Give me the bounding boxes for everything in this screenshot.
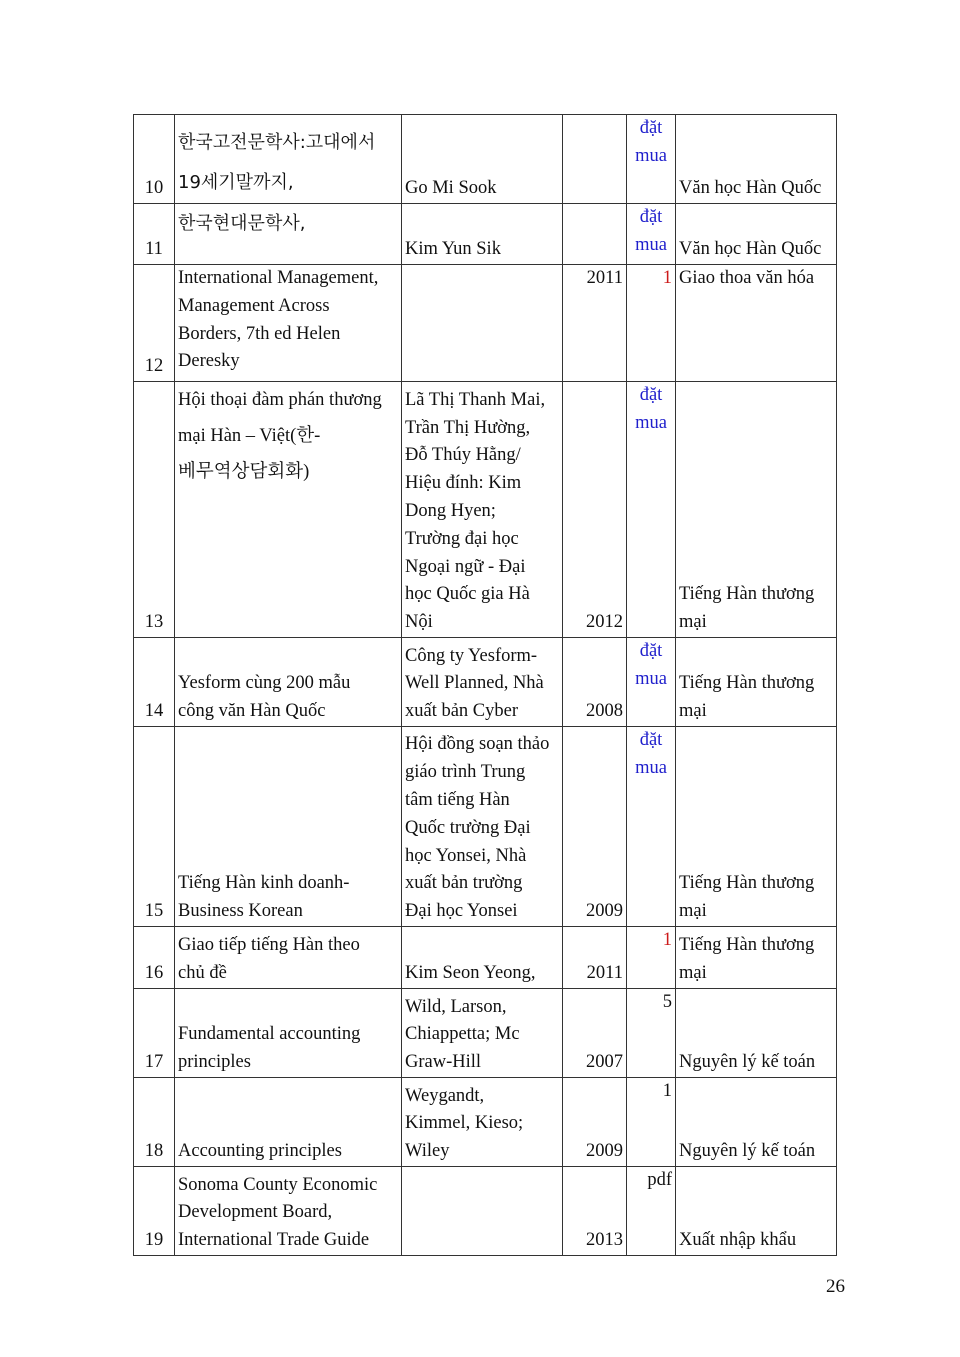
book-subject: Tiếng Hàn thương mại — [676, 927, 837, 989]
book-subject: Nguyên lý kế toán — [676, 989, 837, 1078]
book-quantity: đặt mua — [627, 382, 676, 638]
book-quantity: 5 — [627, 989, 676, 1078]
table-row — [134, 382, 837, 638]
book-author: Weygandt, Kimmel, Kieso; Wiley — [402, 1078, 563, 1167]
row-number: 16 — [134, 927, 175, 989]
book-year: 2007 — [563, 989, 627, 1078]
book-author: Kim Seon Yeong, — [402, 927, 563, 989]
table-row — [134, 1078, 837, 1167]
book-title: Giao tiếp tiếng Hàn theo chủ đề — [175, 927, 402, 989]
book-title: 한국고전문학사:고대에서 19세기말까지, — [175, 115, 402, 204]
row-number: 17 — [134, 989, 175, 1078]
book-title: Hội thoại đàm phán thương mại Hàn – Việt(한- 베무역상담회화) — [175, 382, 402, 638]
table-row — [134, 927, 837, 989]
row-number: 18 — [134, 1078, 175, 1167]
row-number: 14 — [134, 638, 175, 727]
book-year: 2012 — [563, 382, 627, 638]
book-quantity: 1 — [627, 1078, 676, 1167]
row-number: 15 — [134, 727, 175, 927]
book-year — [563, 115, 627, 204]
book-year: 2011 — [563, 927, 627, 989]
book-title: Sonoma County Economic Development Board, International Trade Guide — [175, 1167, 402, 1256]
book-quantity: đặt mua — [627, 115, 676, 204]
book-subject: Tiếng Hàn thương mại — [676, 727, 837, 927]
page-number: 26 — [826, 1276, 845, 1297]
book-subject: Văn học Hàn Quốc — [676, 204, 837, 265]
book-quantity: 1 — [627, 265, 676, 382]
book-title: Tiếng Hàn kinh doanh- Business Korean — [175, 727, 402, 927]
book-author — [402, 1167, 563, 1256]
book-author: Hội đồng soạn thảo giáo trình Trung tâm tiếng Hàn Quốc trường Đại học Yonsei, Nhà xuất bản trường Đại học Yonsei — [402, 727, 563, 927]
book-author: Kim Yun Sik — [402, 204, 563, 265]
book-title: Fundamental accounting principles — [175, 989, 402, 1078]
table-row — [134, 204, 837, 265]
book-author: Go Mi Sook — [402, 115, 563, 204]
row-number: 19 — [134, 1167, 175, 1256]
book-year — [563, 204, 627, 265]
book-title: 한국현대문학사, — [175, 204, 402, 265]
book-quantity: đặt mua — [627, 727, 676, 927]
book-year: 2008 — [563, 638, 627, 727]
book-author: Công ty Yesform- Well Planned, Nhà xuất bản Cyber — [402, 638, 563, 727]
row-number: 12 — [134, 265, 175, 382]
book-year: 2011 — [563, 265, 627, 382]
row-number: 11 — [134, 204, 175, 265]
row-number: 13 — [134, 382, 175, 638]
book-author — [402, 265, 563, 382]
table-row — [134, 265, 837, 382]
table-row — [134, 989, 837, 1078]
book-subject: Tiếng Hàn thương mại — [676, 382, 837, 638]
book-author: Wild, Larson, Chiappetta; Mc Graw-Hill — [402, 989, 563, 1078]
book-list-table — [133, 114, 837, 1256]
row-number: 10 — [134, 115, 175, 204]
table-row — [134, 115, 837, 204]
table-row — [134, 727, 837, 927]
book-subject: Nguyên lý kế toán — [676, 1078, 837, 1167]
book-title: Yesform cùng 200 mẫu công văn Hàn Quốc — [175, 638, 402, 727]
book-year: 2009 — [563, 727, 627, 927]
book-title: Accounting principles — [175, 1078, 402, 1167]
book-quantity: đặt mua — [627, 638, 676, 727]
table-row — [134, 638, 837, 727]
table-row — [134, 1167, 837, 1256]
book-subject: Xuất nhập khẩu — [676, 1167, 837, 1256]
book-year: 2009 — [563, 1078, 627, 1167]
book-title: International Management, Management Across Borders, 7th ed Helen Deresky — [175, 265, 402, 382]
book-subject: Tiếng Hàn thương mại — [676, 638, 837, 727]
book-quantity: pdf — [627, 1167, 676, 1256]
book-subject: Văn học Hàn Quốc — [676, 115, 837, 204]
book-year: 2013 — [563, 1167, 627, 1256]
book-quantity: đặt mua — [627, 204, 676, 265]
book-author: Lã Thị Thanh Mai, Trần Thị Hường, Đỗ Thúy Hằng/ Hiệu đính: Kim Dong Hyen; Trường đại học Ngoại ngữ - Đại học Quốc gia Hà Nội — [402, 382, 563, 638]
book-quantity: 1 — [627, 927, 676, 989]
book-subject: Giao thoa văn hóa — [676, 265, 837, 382]
